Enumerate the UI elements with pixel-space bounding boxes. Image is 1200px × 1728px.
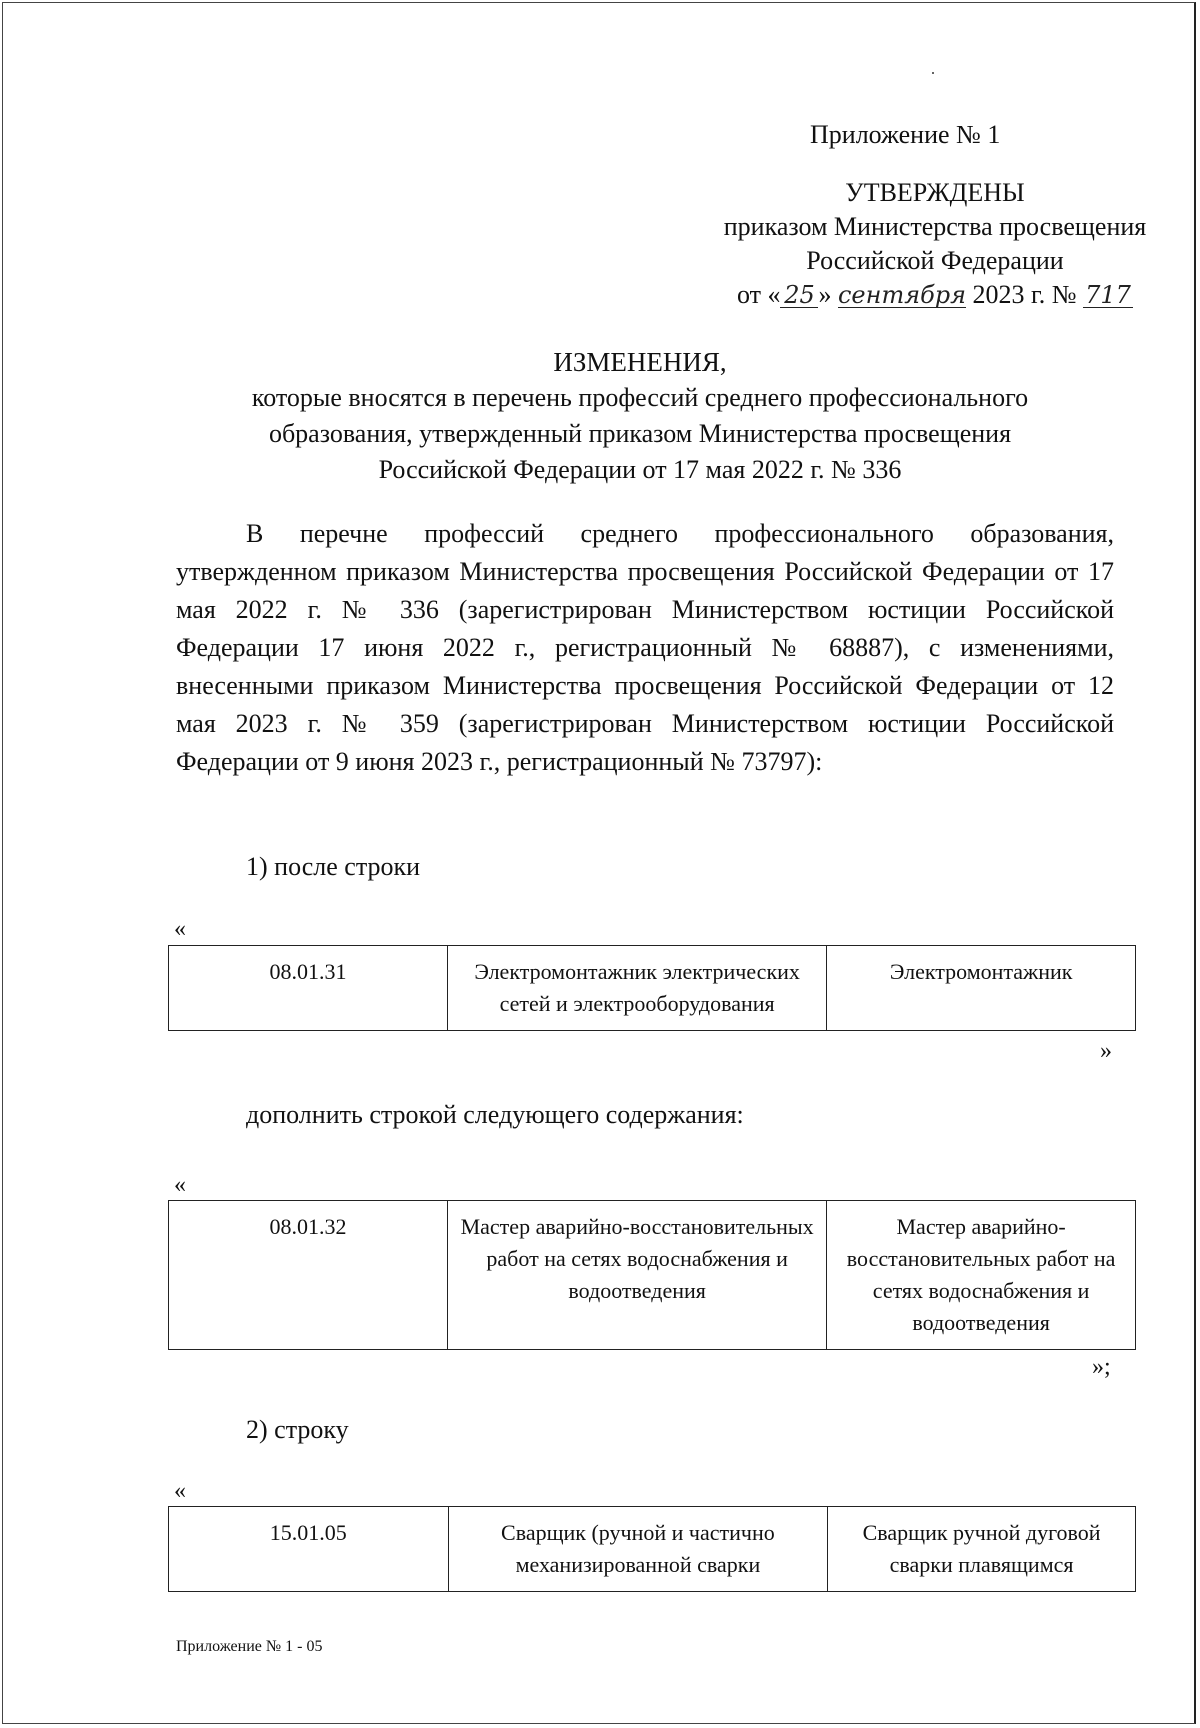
profession-table-1: [168, 945, 1136, 1031]
profession-qualification: Мастер аварийно-восстановительных работ на сетях водоснабжения и водоотведения: [827, 1201, 1136, 1350]
approval-country: Российской Федерации: [806, 246, 1064, 275]
profession-qualification: Сварщик ручной дуговой сварки плавящимся: [828, 1507, 1136, 1592]
heading-line-2: образования, утвержденный приказом Министерства просвещения: [268, 419, 1012, 448]
add-line-label: дополнить строкой следующего содержания:: [246, 1100, 744, 1129]
intro-paragraph: В перечне профессий среднего профессионального образования, утвержденном приказом Министерства просвещения Российской Федерации от 17 мая 2022 г. № 336 (зарегистрирован Министерством юстиции Российской Федерации 17 июня 2022 г., регистрационный № 68887), с изменениями, внесенными приказом Министерства просвещения Российской Федерации от 12 мая 2023 г. № 359 (зарегистрирован Министерством юстиции Российской Федерации от 9 июня 2023 г., регистрационный № 73797):: [176, 519, 1114, 776]
approval-block: [650, 176, 1200, 312]
item-2-label: 2) строку: [246, 1415, 349, 1444]
approval-status: УТВЕРЖДЕНЫ: [845, 178, 1025, 207]
profession-name: Сварщик (ручной и частично механизированной сварки: [448, 1507, 828, 1592]
heading-line-3: Российской Федерации от 17 мая 2022 г. № 336: [378, 455, 902, 484]
open-quote-2: «: [174, 1172, 186, 1198]
approval-date-line: [650, 278, 1200, 312]
table-row: [169, 1201, 1136, 1350]
heading-title: ИЗМЕНЕНИЯ,: [553, 347, 727, 377]
table-row: [169, 946, 1136, 1031]
table-row: [169, 1507, 1136, 1592]
document-heading: [150, 344, 1130, 488]
heading-line-1: которые вносятся в перечень профессий среднего профессионального: [251, 383, 1029, 412]
profession-name: Электромонтажник электрических сетей и электрооборудования: [447, 946, 826, 1031]
profession-name: Мастер аварийно-восстановительных работ на сетях водоснабжения и водоотведения: [448, 1201, 827, 1350]
profession-table-2: [168, 1200, 1136, 1350]
approval-issuer: приказом Министерства просвещения: [723, 212, 1147, 241]
open-quote-3: «: [174, 1478, 186, 1504]
profession-table-3: [168, 1506, 1136, 1592]
profession-code: 15.01.05: [169, 1507, 449, 1592]
item-1-label: 1) после строки: [246, 852, 421, 881]
profession-qualification: Электромонтажник: [827, 946, 1136, 1031]
date-month-handwritten: сентября: [837, 281, 966, 309]
close-quote-1: »: [1100, 1038, 1112, 1064]
open-quote-1: «: [174, 916, 186, 942]
close-quote-semicolon: »;: [1092, 1354, 1111, 1380]
profession-code: 08.01.32: [169, 1201, 448, 1350]
profession-code: 08.01.31: [169, 946, 448, 1031]
date-mid: »: [818, 280, 832, 309]
appendix-title: Приложение № 1: [810, 120, 1001, 149]
date-year: 2023 г. №: [966, 280, 1084, 309]
date-day-handwritten: 25: [780, 283, 818, 308]
scan-speck: [932, 72, 934, 74]
date-prefix: от «: [736, 280, 781, 309]
page-footer: Приложение № 1 - 05: [176, 1638, 323, 1655]
order-number-handwritten: 717: [1083, 283, 1133, 308]
